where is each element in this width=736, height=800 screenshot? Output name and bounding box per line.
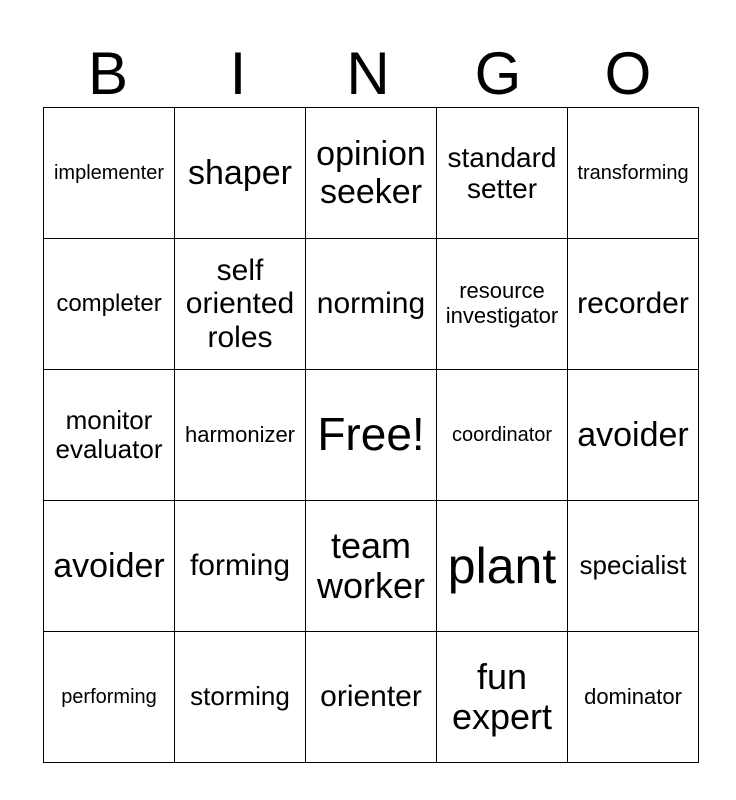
bingo-board (43, 107, 699, 763)
bingo-cell[interactable]: avoider (44, 501, 175, 632)
bingo-cell[interactable]: avoider (568, 370, 699, 501)
bingo-cell[interactable]: shaper (175, 108, 306, 239)
bingo-cell[interactable]: resource investigator (437, 239, 568, 370)
header-letter-g: G (474, 40, 522, 107)
header-letter-b: B (87, 40, 129, 107)
bingo-cell[interactable]: recorder (568, 239, 699, 370)
bingo-cell[interactable]: self oriented roles (175, 239, 306, 370)
bingo-cell[interactable]: opinion seeker (306, 108, 437, 239)
bingo-cell[interactable]: storming (175, 632, 306, 763)
header-letter-i: I (229, 40, 247, 107)
bingo-cell[interactable]: norming (306, 239, 437, 370)
board-row (44, 501, 699, 632)
bingo-cell[interactable]: fun expert (437, 632, 568, 763)
bingo-cell[interactable]: plant (437, 501, 568, 632)
bingo-cell[interactable]: harmonizer (175, 370, 306, 501)
bingo-cell[interactable]: completer (44, 239, 175, 370)
bingo-cell[interactable]: implementer (44, 108, 175, 239)
bingo-cell[interactable]: forming (175, 501, 306, 632)
bingo-cell[interactable]: dominator (568, 632, 699, 763)
bingo-cell[interactable]: standard setter (437, 108, 568, 239)
bingo-cell[interactable]: coordinator (437, 370, 568, 501)
free-space-cell[interactable]: Free! (306, 370, 437, 501)
bingo-cell[interactable]: orienter (306, 632, 437, 763)
bingo-cell[interactable]: specialist (568, 501, 699, 632)
header-letter-o: O (604, 40, 652, 107)
header-letter-n: N (346, 40, 390, 107)
board-row (44, 239, 699, 370)
bingo-cell[interactable]: monitor evaluator (44, 370, 175, 501)
bingo-header (43, 40, 693, 108)
board-row (44, 370, 699, 501)
bingo-cell[interactable]: performing (44, 632, 175, 763)
board-row (44, 108, 699, 239)
bingo-cell[interactable]: team worker (306, 501, 437, 632)
bingo-cell[interactable]: transforming (568, 108, 699, 239)
board-row (44, 632, 699, 763)
